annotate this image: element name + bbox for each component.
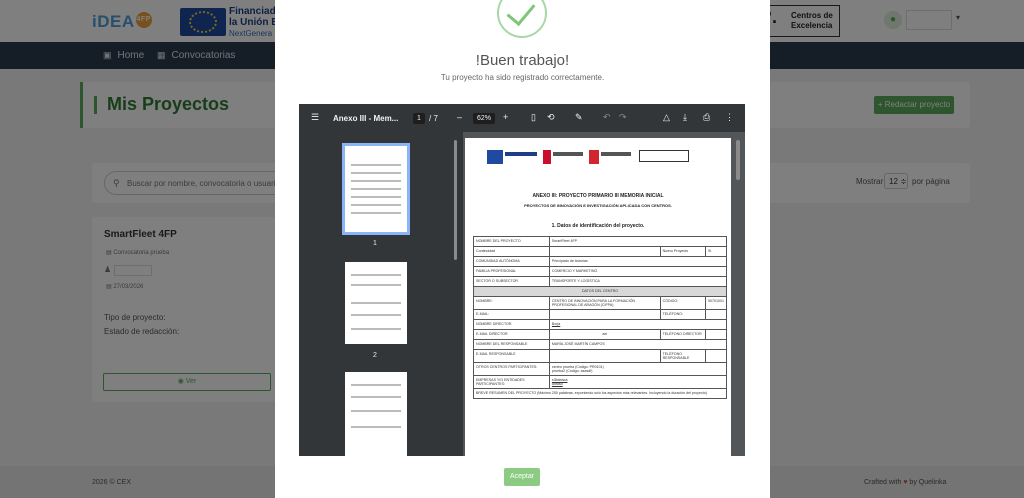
table-cell: EMPRESAS Y/O ENTIDADES PARTICIPANTES: — [474, 376, 550, 389]
doc-section-title: 1. Datos de identificación del proyecto. — [551, 223, 645, 229]
pdf-thumbnail-3[interactable] — [345, 372, 407, 456]
table-cell: aei — [549, 330, 660, 340]
annotate-icon[interactable]: ✎ — [575, 112, 583, 122]
more-icon[interactable]: ⋮ — [725, 112, 734, 122]
table-cell: CÓDIGO: — [660, 297, 705, 310]
table-row — [474, 297, 727, 310]
table-cell: TELÉFONO RESPONSABLE — [660, 350, 705, 363]
doc-logos — [487, 150, 717, 168]
pdf-viewer[interactable] — [299, 104, 745, 456]
table-row — [474, 330, 727, 340]
table-row — [474, 376, 727, 389]
table-cell: COMUNIDAD AUTÓNOMA — [474, 257, 550, 267]
table-cell: BREVE RESUMEN DEL PROYECTO (Máximo 250 palabras, exponiendo solo los aspectos más relevantes. Incluyendo la duración del proyecto) — [474, 389, 727, 399]
table-cell: Principado de Asturias — [549, 257, 726, 267]
gov-logo-icon — [543, 150, 551, 164]
table-cell: NOMBRE DEL PROYECTO — [474, 237, 550, 247]
table-cell: COMERCIO Y MARKETING — [549, 267, 726, 277]
table-cell — [705, 310, 726, 320]
prtr-logo-icon — [589, 150, 599, 164]
empresa-2: adfasd — [551, 382, 563, 386]
table-cell: 50701001 — [705, 297, 726, 310]
table-cell: CENTRO DE INNOVACIÓN PARA LA FORMACIÓN PROFESIONAL DE ARAGÓN (CIFPA) — [549, 297, 660, 310]
pdf-thumbnail-2-number: 2 — [373, 352, 377, 359]
otros-centro-2: prueba2 (Código: asasdf) — [551, 369, 593, 373]
table-row — [474, 237, 727, 247]
table-row — [474, 287, 727, 297]
pdf-page-input[interactable]: 1 — [413, 113, 425, 124]
eu-logo-text — [505, 152, 537, 156]
table-cell: TELÉFONO DIRECTOR — [660, 330, 705, 340]
pdf-thumbnail-sidebar — [299, 132, 463, 456]
table-row — [474, 350, 727, 363]
eu-logo-icon — [487, 150, 503, 164]
table-cell: DATOS DEL CENTRO — [474, 287, 727, 297]
table-cell: Continuidad — [474, 247, 550, 257]
table-cell: FAMILIA PROFESIONAL — [474, 267, 550, 277]
table-cell: NOMBRE: — [474, 297, 550, 310]
menu-icon[interactable]: ☰ — [311, 112, 320, 122]
pdf-total-pages: / 7 — [429, 114, 438, 123]
table-cell: SECTOR O SUBSECTOR — [474, 277, 550, 287]
table-cell: TELÉFONO: — [660, 310, 705, 320]
table-cell: Sí — [705, 247, 726, 257]
table-cell: NOMBRE DIRECTOR — [474, 320, 550, 330]
doc-subheading: PROYECTOS DE INNOVACIÓN E INVESTIGACIÓN APLICADA CON CENTROS. — [524, 203, 672, 208]
pdf-thumbnail-2[interactable] — [345, 262, 407, 344]
prtr-logo-text — [601, 152, 631, 156]
table-cell — [705, 350, 726, 363]
table-cell — [549, 350, 660, 363]
pdf-thumbnail-1-number: 1 — [373, 240, 377, 247]
redo-icon[interactable]: ↷ — [619, 112, 627, 122]
table-cell — [549, 376, 726, 389]
sidebar-scrollbar[interactable] — [454, 140, 457, 260]
table-cell — [549, 247, 660, 257]
doc-heading: ANEXO III: PROYECTO PRIMARIO III MEMORIA INICIAL — [532, 193, 664, 199]
pdf-page — [465, 138, 731, 456]
main-scrollbar[interactable] — [736, 140, 740, 180]
pdf-zoom-input[interactable]: 62% — [473, 113, 495, 124]
table-row — [474, 277, 727, 287]
modal-message: Tu proyecto ha sido registrado correctamente. — [440, 73, 605, 82]
table-row — [474, 363, 727, 376]
pdf-thumbnail-1[interactable] — [345, 146, 407, 232]
gov-logo-text — [553, 152, 583, 156]
table-cell: TRANSPORTE Y LOGÍSTICA — [549, 277, 726, 287]
table-cell: E-MAIL RESPONSABLE — [474, 350, 550, 363]
aceptar-button[interactable]: Aceptar — [504, 468, 540, 486]
project-data-table — [473, 236, 727, 399]
otros-centro-1: centro prueba (Código: PR0101) — [551, 365, 604, 369]
pdf-toolbar — [299, 104, 745, 132]
print-icon[interactable]: ⎙ — [703, 112, 711, 122]
table-cell: SmartFleet 4FP — [549, 237, 726, 247]
table-row — [474, 247, 727, 257]
table-cell — [549, 310, 660, 320]
table-cell: MARÍA JOSÉ MARTÍN CAMPOS — [549, 340, 726, 350]
fit-page-icon[interactable]: ▯ — [531, 112, 536, 122]
check-icon — [497, 0, 547, 38]
table-row — [474, 340, 727, 350]
zoom-out-icon[interactable]: – — [457, 112, 463, 122]
drive-icon[interactable]: △ — [663, 112, 670, 122]
table-row — [474, 310, 727, 320]
table-row — [474, 320, 727, 330]
table-cell: NOMBRE DEL RESPONSABLE — [474, 340, 550, 350]
table-row — [474, 389, 727, 399]
empresa-1: s3babaca — [551, 378, 568, 382]
pdf-doc-title: Anexo III - Mem... — [333, 114, 399, 123]
table-cell — [549, 363, 726, 376]
download-icon[interactable]: ⤓ — [683, 112, 687, 122]
modal-title: !Buen trabajo! — [475, 52, 570, 69]
table-cell: Borja — [549, 320, 726, 330]
table-cell: Nuevo Proyecto — [660, 247, 705, 257]
table-cell: E-MAIL DIRECTOR — [474, 330, 550, 340]
zoom-in-icon[interactable]: + — [503, 112, 509, 122]
rotate-icon[interactable]: ⟲ — [547, 112, 555, 122]
table-cell — [705, 330, 726, 340]
table-row — [474, 257, 727, 267]
table-cell: OTROS CENTROS PARTICIPANTES: — [474, 363, 550, 376]
undo-icon[interactable]: ↶ — [603, 112, 611, 122]
table-row — [474, 267, 727, 277]
secretaria-logo — [639, 150, 689, 162]
table-cell: E-MAIL: — [474, 310, 550, 320]
success-modal — [275, 0, 770, 498]
